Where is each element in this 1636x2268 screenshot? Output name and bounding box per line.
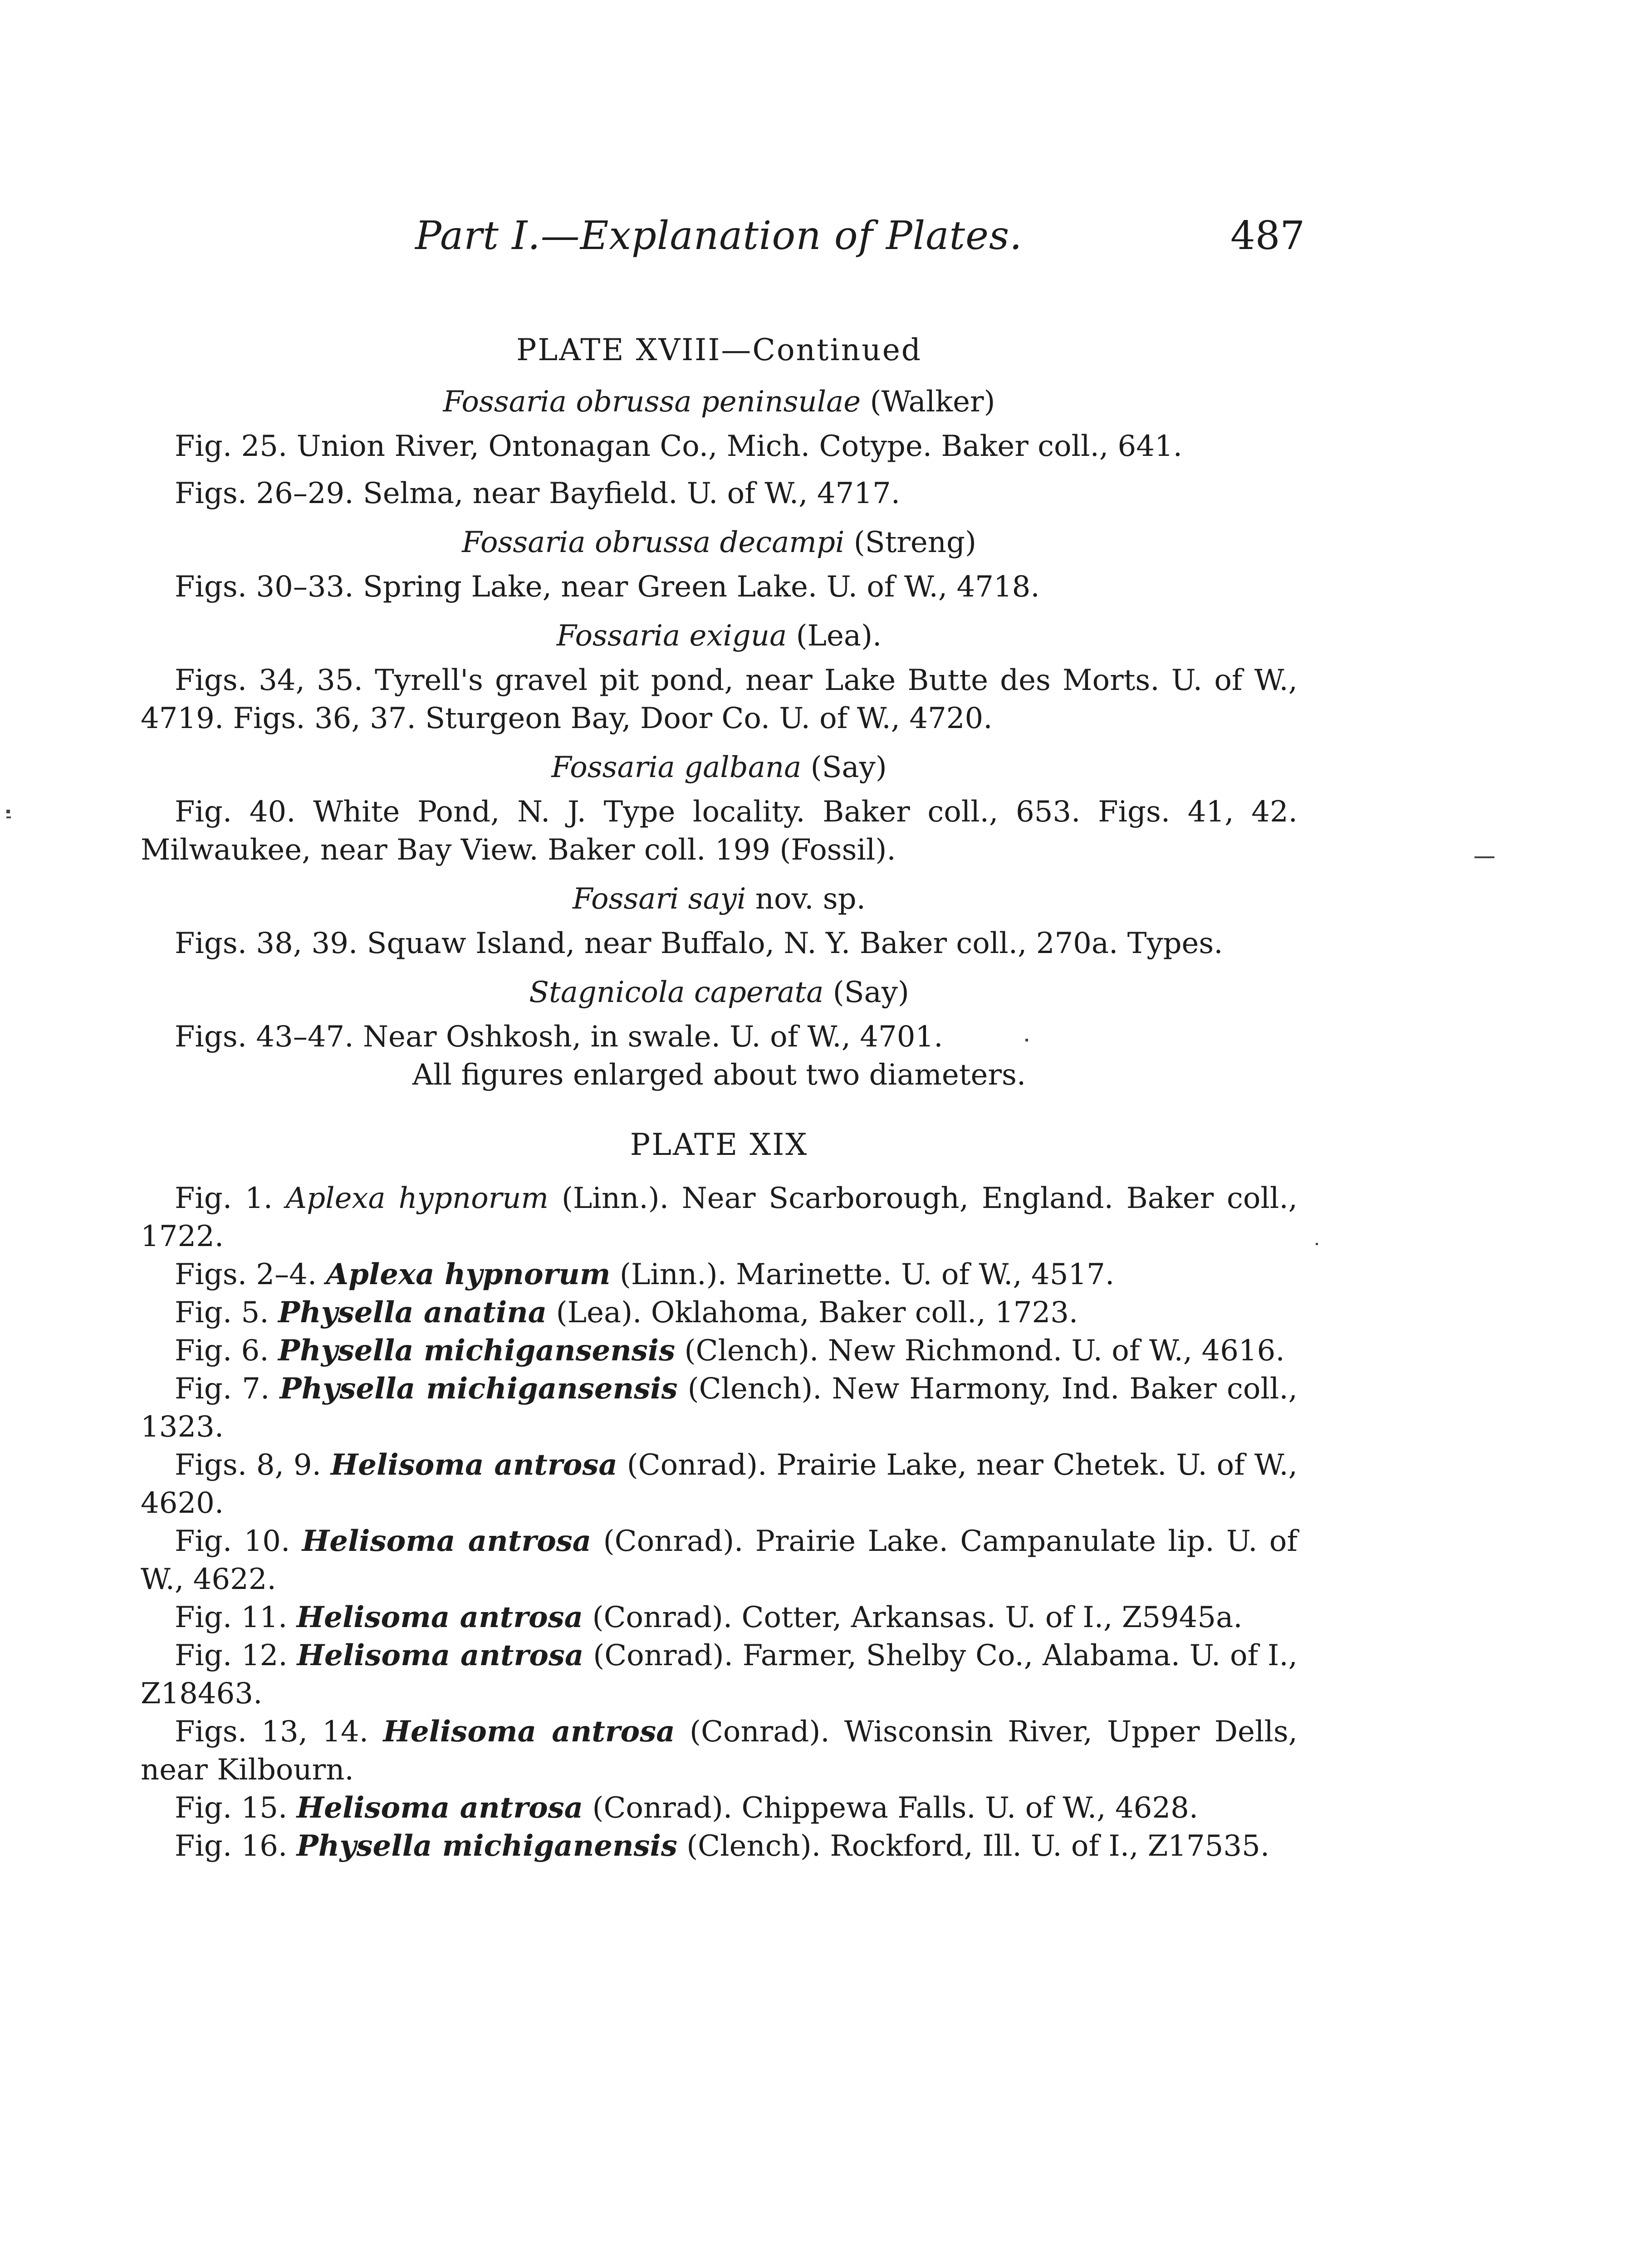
species-name: Helisoma antrosa xyxy=(296,1600,583,1634)
figure-entry xyxy=(141,1332,1298,1370)
figure-locality: (Conrad). Cotter, Arkansas. U. of I., Z5945a. xyxy=(592,1601,1243,1634)
figure-entry xyxy=(141,1370,1298,1446)
figure-entry xyxy=(141,1827,1298,1865)
figure-locality: (Conrad). Prairie Lake. Campanulate lip. U. of W., 4622. xyxy=(141,1525,1298,1596)
species-name: Fossari sayi xyxy=(573,882,746,916)
species-author: (Lea). xyxy=(796,619,882,653)
species-block xyxy=(141,880,1298,963)
plate-18-section xyxy=(141,331,1298,1094)
species-heading xyxy=(141,880,1298,918)
figure-number: Fig. 10. xyxy=(175,1525,290,1558)
figure-entry xyxy=(141,1179,1298,1256)
figure-entry: Figs. 26–29. Selma, near Bayfield. U. of W., 4717. xyxy=(175,477,901,510)
figure-entry xyxy=(141,1789,1298,1827)
figure-number: Fig. 15. xyxy=(175,1791,288,1825)
figure-number: Fig. 7. xyxy=(175,1372,270,1406)
figure-entry: Figs. 30–33. Spring Lake, near Green Lake. U. of W., 4718. xyxy=(175,570,1040,604)
species-name: Fossaria obrussa decampi xyxy=(462,526,845,559)
page-content xyxy=(141,331,1298,1865)
plate-19-section xyxy=(141,1126,1298,1865)
figure-locality: (Conrad). Chippewa Falls. U. of W., 4628. xyxy=(592,1791,1199,1825)
species-name: Fossaria obrussa peninsulae xyxy=(443,385,861,419)
species-heading xyxy=(141,383,1298,421)
figure-entry xyxy=(141,1256,1298,1294)
page-header xyxy=(0,213,1636,268)
running-title: Part I.—Explanation of Plates. xyxy=(415,213,1023,259)
species-name: Physella michigansensis xyxy=(279,1372,678,1406)
species-block xyxy=(141,748,1298,869)
figure-locality: (Conrad). Wisconsin River, Upper Dells, near Kilbourn. xyxy=(141,1715,1298,1787)
figure-number: Fig. 1. xyxy=(175,1182,273,1215)
figure-locality: (Clench). Rockford, Ill. U. of I., Z17535. xyxy=(686,1829,1270,1863)
figure-locality: (Clench). New Richmond. U. of W., 4616. xyxy=(684,1334,1285,1368)
scan-mark xyxy=(1025,1039,1028,1041)
figure-entry: Figs. 43–47. Near Oshkosh, in swale. U. of W., 4701. xyxy=(175,1020,943,1054)
species-heading xyxy=(141,748,1298,787)
figure-entry xyxy=(141,1522,1298,1598)
figure-number: Fig. 16. xyxy=(175,1829,288,1863)
scan-mark xyxy=(1474,856,1494,858)
species-name: Helisoma antrosa xyxy=(297,1638,584,1672)
species-heading xyxy=(141,523,1298,562)
figure-number: Figs. 8, 9. xyxy=(175,1448,321,1482)
figure-entry: Fig. 40. White Pond, N. J. Type locality. Baker coll., 653. Figs. 41, 42. Milwaukee, near Bay View. Baker coll. 199 (Fossil). xyxy=(141,795,1298,867)
figure-entry xyxy=(141,1713,1298,1789)
figure-entry xyxy=(141,1446,1298,1522)
plate-heading: PLATE XIX xyxy=(630,1127,808,1162)
figure-locality: (Conrad). Farmer, Shelby Co., Alabama. U. of I., Z18463. xyxy=(141,1639,1298,1711)
species-name: Aplexa hypnorum xyxy=(326,1257,611,1291)
species-name: Helisoma antrosa xyxy=(296,1791,583,1825)
figure-entry xyxy=(141,1294,1298,1332)
species-block xyxy=(141,617,1298,738)
page-number: 487 xyxy=(1230,213,1305,259)
figure-entry: Fig. 25. Union River, Ontonagan Co., Mich. Cotype. Baker coll., 641. xyxy=(175,430,1182,463)
species-name: Helisoma antrosa xyxy=(302,1524,592,1558)
species-heading xyxy=(141,973,1298,1012)
species-author: (Say) xyxy=(833,976,909,1009)
figure-number: Fig. 12. xyxy=(175,1639,288,1672)
species-name: Stagnicola caperata xyxy=(529,976,824,1009)
species-name: Helisoma antrosa xyxy=(330,1448,617,1482)
figure-entry xyxy=(141,1598,1298,1637)
species-author: nov. sp. xyxy=(755,882,866,916)
species-author: (Say) xyxy=(810,751,887,784)
species-name: Physella michigansensis xyxy=(278,1334,676,1368)
species-block xyxy=(141,383,1298,513)
figure-locality: (Clench). New Harmony, Ind. Baker coll., 1323. xyxy=(141,1372,1298,1444)
figure-locality: (Linn.). Marinette. U. of W., 4517. xyxy=(619,1258,1115,1291)
species-name: Physella michiganensis xyxy=(296,1829,677,1863)
species-name: Fossaria galbana xyxy=(551,751,802,784)
figure-locality: (Lea). Oklahoma, Baker coll., 1723. xyxy=(556,1296,1078,1330)
scan-mark xyxy=(1316,1243,1318,1245)
species-name: Physella anatina xyxy=(278,1295,547,1330)
figure-entry: Figs. 34, 35. Tyrell's gravel pit pond, near Lake Butte des Morts. U. of W., 4719. Figs. 36, 37. Sturgeon Bay, Door Co. U. of W., 4720. xyxy=(141,664,1298,735)
species-author: (Streng) xyxy=(853,526,976,559)
figure-number: Figs. 2–4. xyxy=(175,1258,317,1291)
scan-mark xyxy=(6,810,10,813)
figure-locality: (Conrad). Prairie Lake, near Chetek. U. of W., 4620. xyxy=(141,1448,1298,1520)
species-block xyxy=(141,973,1298,1094)
plate-19-entries xyxy=(141,1179,1298,1865)
species-name: Fossaria exigua xyxy=(556,619,787,653)
figure-entry: Figs. 38, 39. Squaw Island, near Buffalo, N. Y. Baker coll., 270a. Types. xyxy=(175,927,1223,960)
species-name: Aplexa hypnorum xyxy=(285,1182,549,1215)
species-block xyxy=(141,523,1298,606)
species-heading xyxy=(141,617,1298,655)
figure-number: Fig. 5. xyxy=(175,1296,269,1330)
species-name: Helisoma antrosa xyxy=(383,1715,675,1749)
figure-number: Fig. 11. xyxy=(175,1601,288,1634)
figure-number: Fig. 6. xyxy=(175,1334,269,1368)
figure-locality: (Linn.). Near Scarborough, England. Baker coll., 1722. xyxy=(141,1182,1298,1253)
plate-heading: PLATE XVIII—Continued xyxy=(516,332,922,367)
figure-number: Figs. 13, 14. xyxy=(175,1715,369,1749)
species-author: (Walker) xyxy=(870,385,995,419)
figure-entry xyxy=(141,1637,1298,1713)
enlargement-note: All figures enlarged about two diameters. xyxy=(412,1058,1026,1092)
scan-mark xyxy=(6,816,11,818)
